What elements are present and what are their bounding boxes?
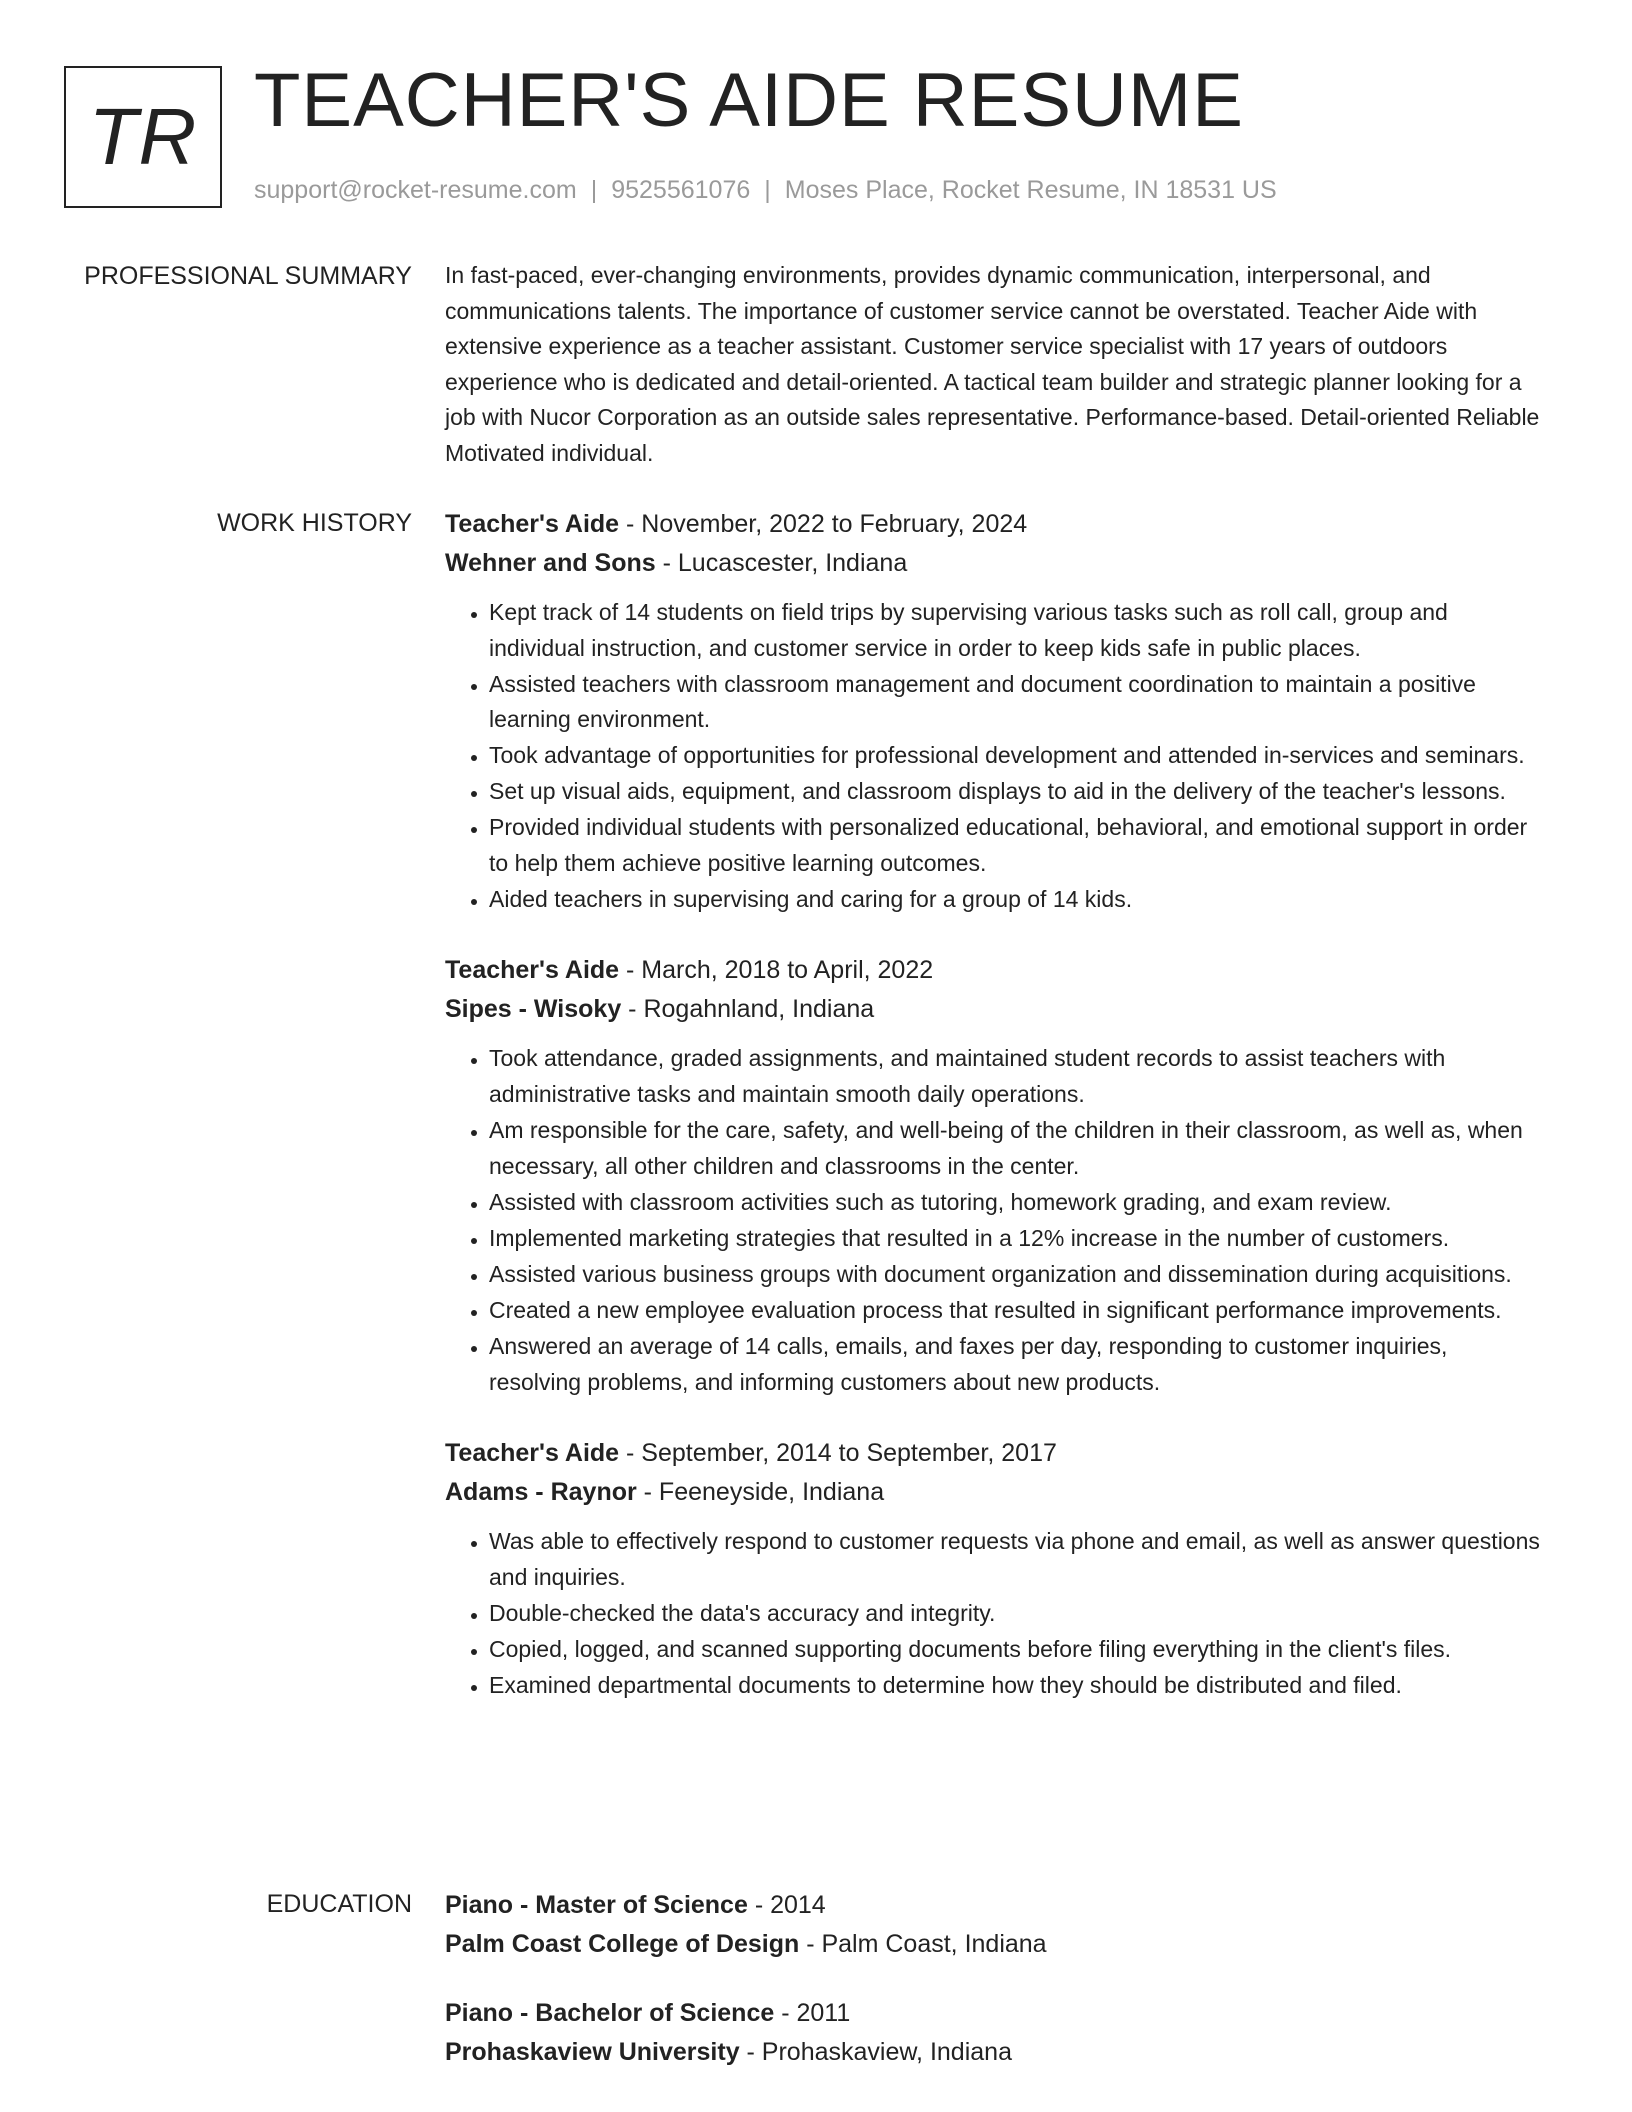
job-location: - Feeneyside, Indiana: [636, 1478, 885, 1507]
job-bullet: • Assisted various business groups with document organization and dissemination during acquisitions.: [489, 1257, 1545, 1293]
job-company: Sipes - Wisoky: [445, 995, 622, 1024]
job-dates: - March, 2018 to April, 2022: [619, 956, 934, 985]
job-bullet: • Created a new employee evaluation process that resulted in significant performance improvements.: [489, 1293, 1545, 1329]
job-bullet-list: [445, 595, 1545, 917]
job-bullet: • Answered an average of 14 calls, emails, and faxes per day, responding to customer inquiries, resolving problems, and informing customers about new products.: [489, 1329, 1545, 1400]
school-line: [445, 1925, 1545, 1964]
job-bullet: • Assisted with classroom activities such as tutoring, homework grading, and exam review.: [489, 1185, 1545, 1221]
job-title-line: [445, 1434, 1545, 1473]
job-bullet: • Took attendance, graded assignments, and maintained student records to assist teachers with administrative tasks and maintain smooth daily operations.: [489, 1041, 1545, 1112]
degree-line: [445, 1886, 1545, 1925]
job-dates: - September, 2014 to September, 2017: [619, 1439, 1057, 1468]
degree-year: - 2014: [747, 1891, 826, 1919]
contact-address: Moses Place, Rocket Resume, IN 18531 US: [784, 176, 1277, 204]
contact-separator: |: [764, 176, 771, 204]
contact-phone[interactable]: 9525561076: [611, 176, 751, 204]
school-line: [445, 2033, 1545, 2072]
job-company-line: [445, 544, 1545, 583]
education-entry: [445, 1886, 1545, 1964]
job-title: Teacher's Aide: [445, 1439, 620, 1468]
page-title: TEACHER'S AIDE RESUME: [254, 58, 1244, 143]
degree-name: Piano - Master of Science: [445, 1891, 748, 1919]
job-bullet: • Took advantage of opportunities for professional development and attended in-services and seminars.: [489, 738, 1545, 774]
summary-text: In fast-paced, ever-changing environments, provides dynamic communication, interpersonal, and communications talents. The importance of customer service cannot be overstated. Teacher Aide with extensive experience as a teacher assistant. Customer service specialist with 17 years of outdoors experience who is dedicated and detail-oriented. A tactical team builder and strategic planner looking for a job with Nucor Corporation as an outside sales representative. Performance-based. Detail-oriented Reliable Motivated individual.: [445, 262, 1540, 466]
job-entry: [445, 505, 1545, 917]
school-name: Prohaskaview University: [445, 2038, 740, 2066]
job-location: - Lucascester, Indiana: [655, 549, 908, 577]
degree-year: - 2011: [774, 1999, 851, 2027]
job-list: [445, 505, 1545, 1737]
job-title: Teacher's Aide: [445, 956, 620, 985]
job-dates: - November, 2022 to February, 2024: [619, 510, 1028, 538]
contact-separator: |: [590, 176, 598, 204]
job-entry: [445, 951, 1545, 1400]
job-bullet-list: [445, 1524, 1545, 1703]
job-title-line: [445, 951, 1545, 990]
job-bullet: • Copied, logged, and scanned supporting documents before filing everything in the client's files.: [489, 1632, 1545, 1668]
education-heading: EDUCATION: [266, 1890, 412, 1918]
job-entry: [445, 1434, 1545, 1703]
school-name: Palm Coast College of Design: [445, 1930, 800, 1958]
job-bullet: • Was able to effectively respond to customer requests via phone and email, as well as answer questions and inquiries.: [489, 1524, 1545, 1595]
job-company-line: [445, 990, 1545, 1029]
job-bullet: • Implemented marketing strategies that resulted in a 12% increase in the number of customers.: [489, 1221, 1545, 1257]
degree-name: Piano - Bachelor of Science: [445, 1999, 775, 2027]
contact-line: [254, 172, 1277, 208]
job-company: Wehner and Sons: [445, 549, 656, 577]
work-history-heading: WORK HISTORY: [217, 509, 412, 537]
degree-line: [445, 1994, 1545, 2033]
job-bullet: • Double-checked the data's accuracy and integrity.: [489, 1596, 1545, 1632]
job-company: Adams - Raynor: [445, 1478, 637, 1507]
education-entry: [445, 1994, 1545, 2072]
job-bullet-list: [445, 1041, 1545, 1400]
job-location: - Rogahnland, Indiana: [621, 995, 875, 1024]
job-bullet: • Examined departmental documents to determine how they should be distributed and filed.: [489, 1668, 1545, 1704]
job-title: Teacher's Aide: [445, 510, 620, 538]
job-bullet: • Aided teachers in supervising and caring for a group of 14 kids.: [489, 882, 1545, 918]
monogram-logo: TR: [64, 66, 222, 208]
school-location: - Palm Coast, Indiana: [799, 1930, 1047, 1958]
job-title-line: [445, 505, 1545, 544]
job-bullet: • Provided individual students with personalized educational, behavioral, and emotional support in order to help them achieve positive learning outcomes.: [489, 810, 1545, 881]
job-bullet: • Kept track of 14 students on field trips by supervising various tasks such as roll call, group and individual instruction, and customer service in order to keep kids safe in public places.: [489, 595, 1545, 666]
school-location: - Prohaskaview, Indiana: [739, 2038, 1012, 2066]
job-bullet: • Set up visual aids, equipment, and classroom displays to aid in the delivery of the teacher's lessons.: [489, 774, 1545, 810]
job-bullet: • Am responsible for the care, safety, and well-being of the children in their classroom, as well as, when necessary, all other children and classrooms in the center.: [489, 1113, 1545, 1184]
education-list: [445, 1886, 1545, 2102]
contact-email[interactable]: support@rocket-resume.com: [254, 176, 577, 204]
summary-heading: PROFESSIONAL SUMMARY: [84, 262, 412, 290]
job-company-line: [445, 1473, 1545, 1512]
job-bullet: • Assisted teachers with classroom management and document coordination to maintain a positive learning environment.: [489, 667, 1545, 738]
resume-header: [0, 0, 1632, 240]
